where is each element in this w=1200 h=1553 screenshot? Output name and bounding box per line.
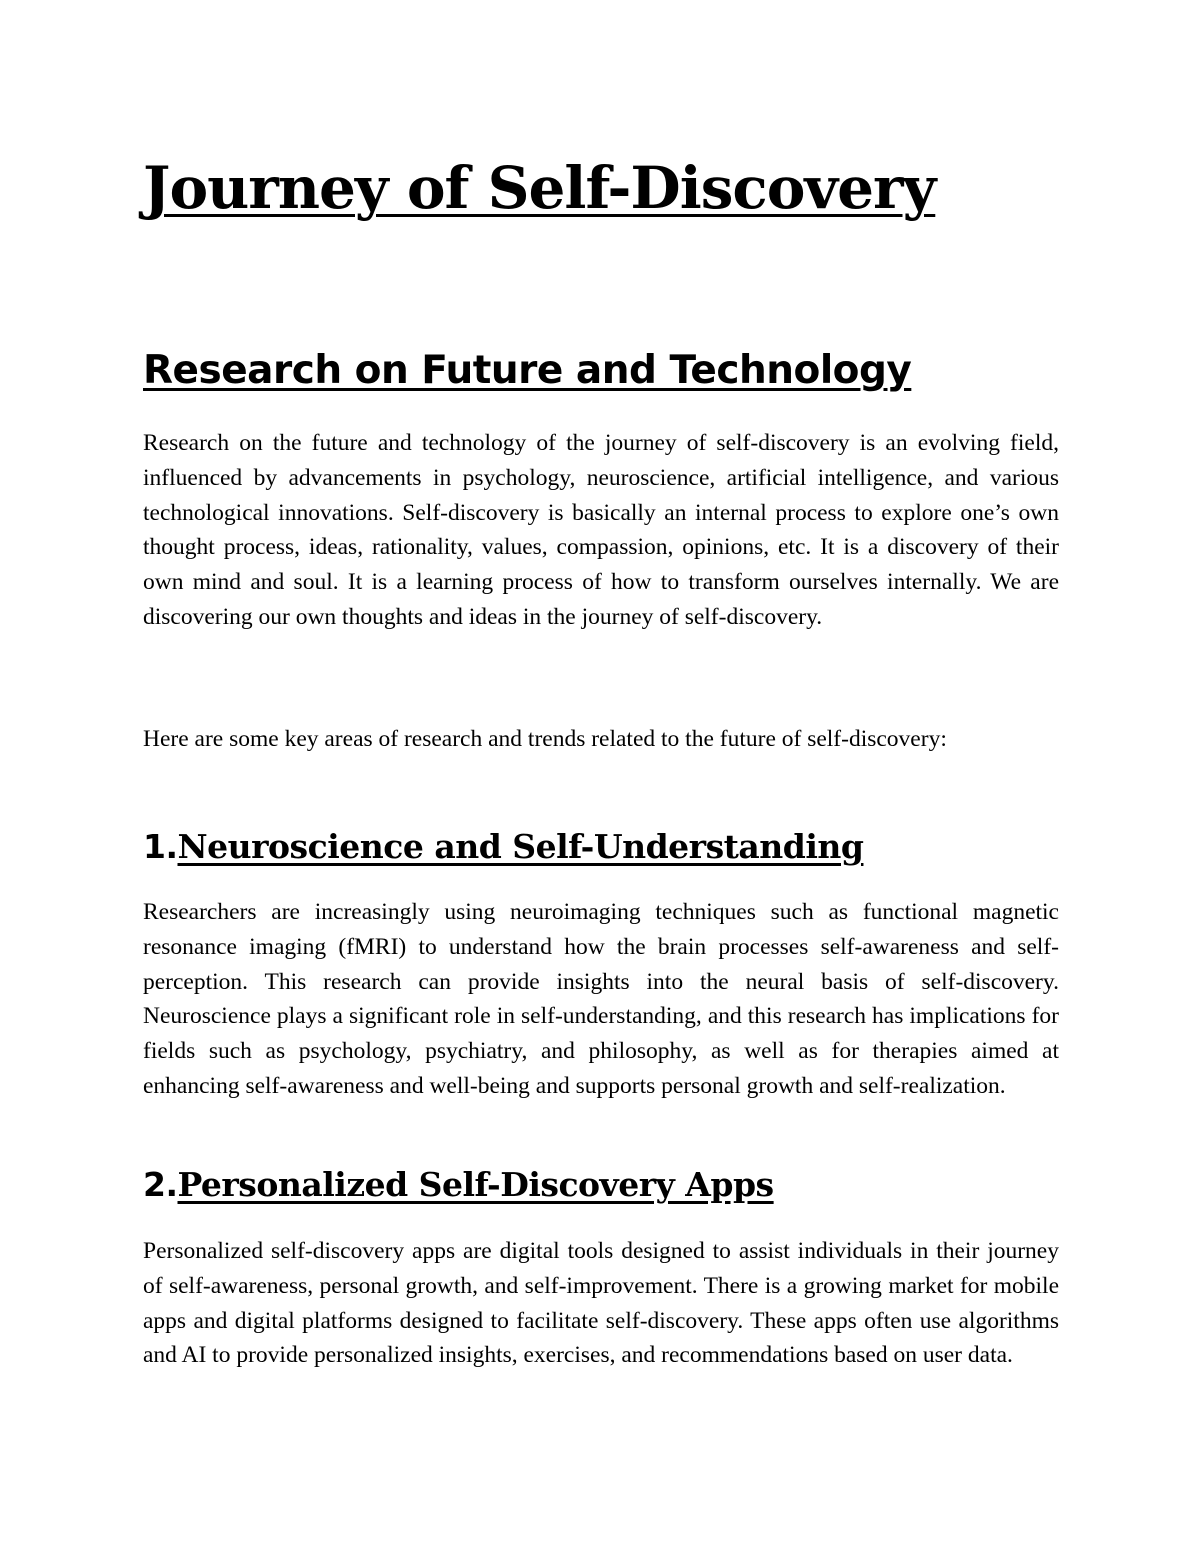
item-heading-neuroscience [143,822,863,872]
item-body-neuroscience: Researchers are increasingly using neuroimaging techniques such as functional magnetic resonance imaging (fMRI) to understand how the brain processes self-awareness and self-perception. This research can provide insights into the neural basis of self-discovery. Neuroscience plays a significant role in self-understanding, and this research has implications for fields such as psychology, psychiatry, and philosophy, as well as for therapies aimed at enhancing self-awareness and well-being and supports personal growth and self-realization. [143,899,1059,1099]
item-body-apps: Personalized self-discovery apps are digital tools designed to assist individuals in their journey of self-awareness, personal growth, and self-improvement. There is a growing market for mobile apps and digital platforms designed to facilitate self-discovery. These apps often use algorithms and AI to provide personalized insights, exercises, and recommendations based on user data. [143,1238,1059,1369]
item-heading-label: Personalized Self-Discovery Apps [177,1165,774,1204]
intro-paragraph: Research on the future and technology of the journey of self-discovery is an evolving field, influenced by advancements in psychology, neuroscience, artificial intelligence, and various technological innovations. Self-discovery is basically an internal process to explore one’s own thought process, ideas, rationality, values, compassion, opinions, etc. It is a discovery of their own mind and soul. It is a learning process of how to transform ourselves internally. We are discovering our own thoughts and ideas in the journey of self-discovery. [143,430,1059,630]
lead-in-paragraph: Here are some key areas of research and trends related to the future of self-discovery: [143,726,947,752]
item-heading-label: Neuroscience and Self-Understanding [177,827,864,866]
item-number: 2. [143,1165,178,1204]
section-heading: Research on Future and Technology [143,348,912,393]
item-heading-apps [143,1160,774,1210]
document-title: Journey of Self-Discovery [143,154,936,222]
item-number: 1. [143,827,178,866]
